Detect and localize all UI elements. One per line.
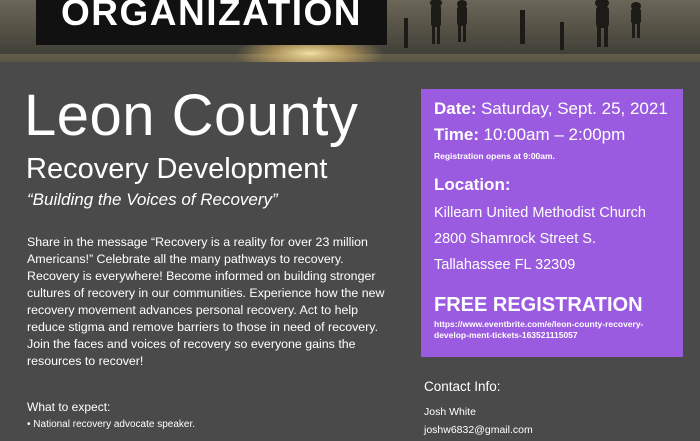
what-to-expect-list — [27, 418, 397, 432]
body-line: Share in the message “Recovery is a reality for over 23 million — [27, 235, 368, 249]
event-details-panel — [421, 89, 683, 357]
contact-name: Josh White — [424, 406, 476, 418]
contact-email[interactable]: joshw6832@gmail.com — [424, 424, 533, 436]
registration-note: Registration opens at 9:00am. — [434, 151, 555, 161]
date-row — [434, 99, 668, 119]
date-value: Saturday, Sept. 25, 2021 — [480, 99, 668, 118]
title-banner — [36, 0, 387, 45]
body-line: resources to recover! — [27, 354, 144, 368]
registration-link[interactable]: https://www.eventbrite.com/e/leon-county-recovery-develop-ment-tickets-163521115057 — [434, 319, 644, 340]
time-row — [434, 125, 625, 145]
expect-item: • National recovery advocate speaker. — [27, 419, 196, 430]
location-label: Location: — [434, 175, 511, 194]
location-line: Tallahassee FL 32309 — [434, 257, 576, 273]
title-text: ORGANIZATION — [61, 0, 362, 33]
heading-recovery-development: Recovery Development — [26, 153, 328, 185]
heading-leon-county: Leon County — [24, 83, 359, 148]
contact-title: Contact Info: — [424, 379, 501, 394]
body-line: reduce stigma and remove barriers to those in need of recovery. — [27, 320, 379, 334]
hero-photo — [0, 0, 700, 62]
body-line: Recovery is everywhere! Become informed on building stronger — [27, 269, 376, 283]
location-line: Killearn United Methodist Church — [434, 205, 646, 221]
location-line: 2800 Shamrock Street S. — [434, 231, 596, 247]
tagline: “Building the Voices of Recovery” — [27, 190, 278, 209]
body-line: cultures of recovery in our communities. Experience how the new — [27, 286, 385, 300]
body-line: Americans!” Celebrate all the many pathways to recovery. — [27, 252, 344, 266]
body-paragraph — [27, 234, 397, 370]
time-label: Time: — [434, 125, 480, 144]
free-registration-heading: FREE REGISTRATION — [434, 294, 643, 316]
date-label: Date: — [434, 99, 477, 118]
body-line: recovery movement advances personal recovery. Act to help — [27, 303, 359, 317]
body-line: Join the faces and voices of recovery so everyone gains the — [27, 337, 356, 351]
what-to-expect-title: What to expect: — [27, 400, 111, 414]
time-value: 10:00am – 2:00pm — [483, 125, 626, 144]
